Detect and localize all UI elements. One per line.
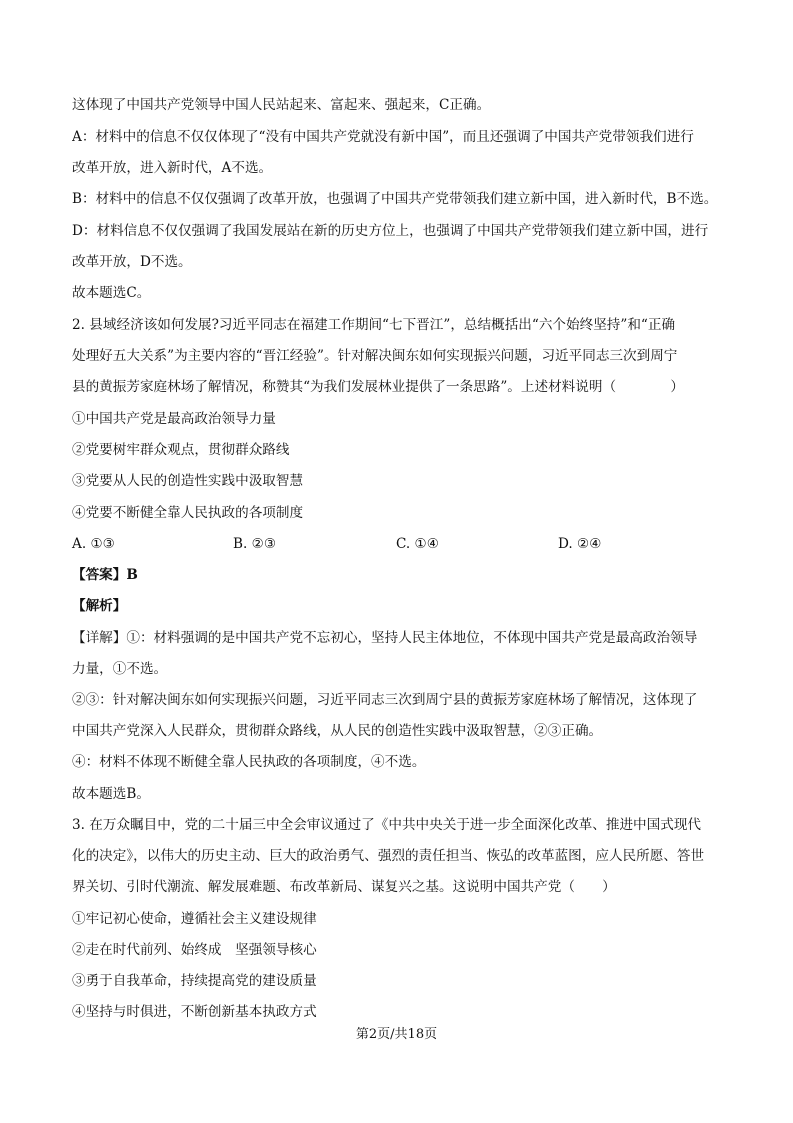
paragraph-line: 改革开放，D不选。 [72,254,192,270]
detail-line: ②③：针对解决闽东如何实现振兴问题，习近平同志三次到周宁县的黄振芳家庭林场了解情况，这体现了 [72,692,698,708]
paragraph-line: A：材料中的信息不仅仅体现了“没有中国共产党就没有新中国”，而且还强调了中国共产党带领我们进行 [72,129,694,145]
option-b: B. ②③ [233,536,277,552]
paragraph-line: D：材料信息不仅仅强调了我国发展站在新的历史方位上，也强调了中国共产党带领我们建立新中国，进行 [72,223,709,239]
detail-line: 【详解】①：材料强调的是中国共产党不忘初心，坚持人民主体地位，不体现中国共产党是最高政治领导 [72,630,698,646]
paragraph-line: 改革开放，进入新时代，A不选。 [72,160,273,176]
option-c: C. ①④ [396,536,439,552]
analysis-label: 【解析】 [72,598,127,614]
question-2-stem: 2. 县域经济该如何发展?习近平同志在福建工作期间“七下晋江”，总结概括出“六个始终坚持”和“正确 [72,317,676,333]
answer-line: 【答案】B [72,567,138,583]
question-3-stem: 界关切、引时代潮流、解发展难题、布改革新局、谋复兴之基。这说明中国共产党（ ） [72,879,616,895]
question-3-statement: ②走在时代前列、始终成 坚强领导核心 [72,942,317,958]
page-number: 第2页/共18页 [355,1027,438,1042]
question-2-statement: ②党要树牢群众观点，贯彻群众路线 [72,442,290,458]
option-a: A. ①③ [72,536,115,552]
detail-line: ④：材料不体现不断健全靠人民执政的各项制度，④不选。 [72,754,426,770]
question-3-statement: ④坚持与时俱进，不断创新基本执政方式 [72,1004,317,1020]
question-3-statement: ③勇于自我革命，持续提高党的建设质量 [72,973,317,989]
question-2-stem: 处理好五大关系”为主要内容的“晋江经验”。针对解决闽东如何实现振兴问题，习近平同志三次到周宁 [72,348,678,364]
question-2-statement: ③党要从人民的创造性实践中汲取智慧 [72,473,304,489]
detail-line: 故本题选B。 [72,786,150,802]
detail-line: 力量，①不选。 [72,661,168,677]
question-3-statement: ①牢记初心使命，遵循社会主义建设规律 [72,911,317,927]
question-2-statement: ④党要不断健全靠人民执政的各项制度 [72,505,304,521]
question-3-stem: 3. 在万众瞩目中，党的二十届三中全会审议通过了《中共中央关于进一步全面深化改革、推进中国式现代 [72,817,702,833]
detail-line: 中国共产党深入人民群众，贯彻群众路线，从人民的创造性实践中汲取智慧，②③正确。 [72,723,603,739]
option-d: D. ②④ [558,536,602,552]
question-2-stem: 县的黄振芳家庭林场了解情况，称赞其“为我们发展林业提供了一条思路”。上述材料说明（ ） [72,379,685,395]
paragraph-line: B：材料中的信息不仅仅强调了改革开放，也强调了中国共产党带领我们建立新中国，进入新时代，B不选。 [72,191,718,207]
paragraph-line: 这体现了中国共产党领导中国人民站起来、富起来、强起来，C正确。 [72,97,491,113]
question-3-stem: 化的决定》，以伟大的历史主动、巨大的政治勇气、强烈的责任担当、恢弘的改革蓝图，应人民所愿、答世 [72,848,705,864]
paragraph-line: 故本题选C。 [72,285,151,301]
question-2-statement: ①中国共产党是最高政治领导力量 [72,411,276,427]
